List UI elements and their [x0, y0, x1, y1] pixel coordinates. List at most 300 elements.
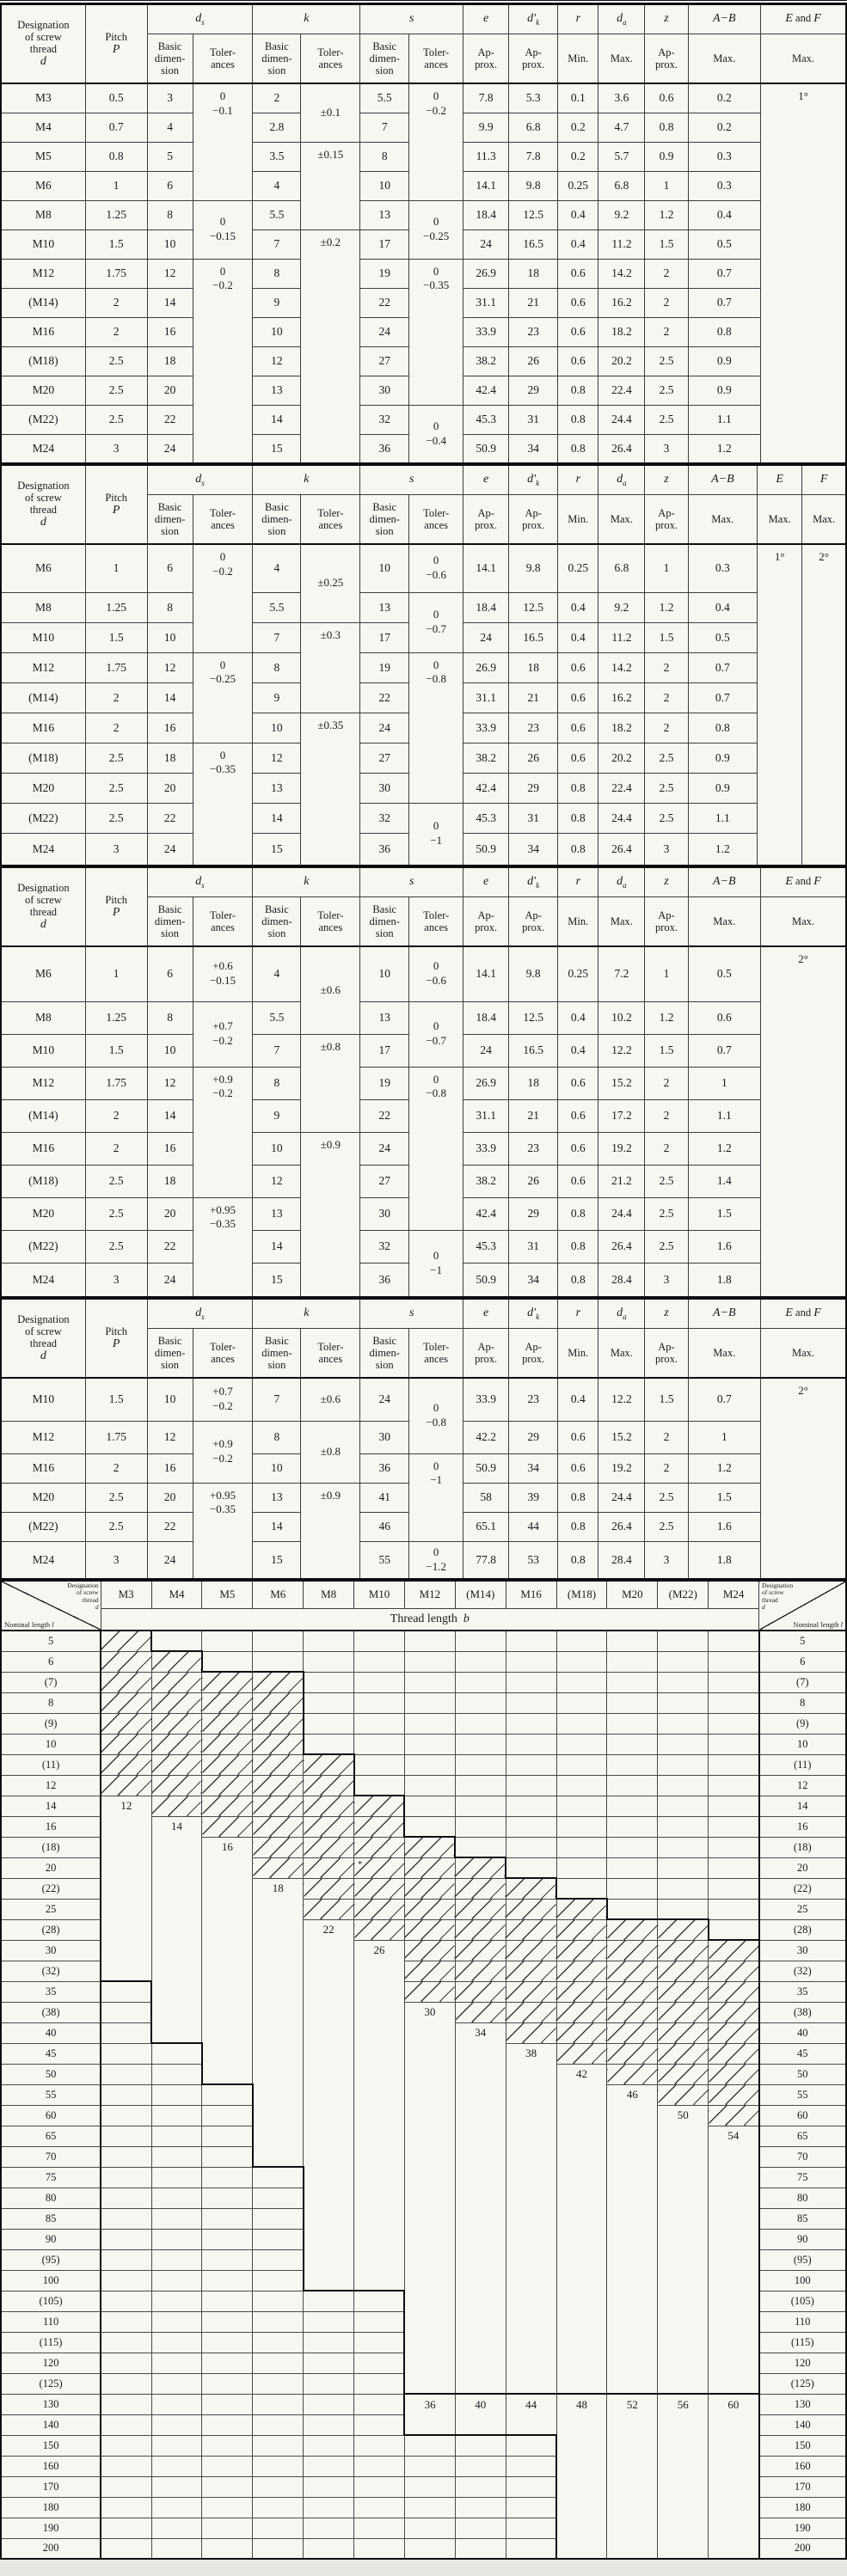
thread-length-cell — [607, 1899, 658, 1919]
value-cell: 1 — [645, 171, 688, 200]
basic-dimension-cell: 12 — [147, 652, 193, 682]
table-row — [1, 1067, 846, 1099]
value-cell: 0.6 — [558, 1067, 598, 1099]
thread-length-cell — [658, 2518, 709, 2538]
thread-length-b-value: 46 — [607, 2084, 658, 2105]
thread-length-cell — [202, 2002, 253, 2022]
thread-length-cell — [556, 1713, 607, 1734]
thread-length-cell — [304, 1857, 354, 1878]
thread-length-cell — [607, 1692, 658, 1713]
basic-dimension-cell: 27 — [360, 346, 409, 376]
thread-length-cell — [101, 2476, 151, 2497]
thread-length-cell — [253, 2311, 304, 2332]
thread-length-cell — [556, 2497, 607, 2518]
thread-length-cell — [658, 2229, 709, 2249]
chart-size-header: M4 — [151, 1581, 202, 1608]
thread-length-cell — [304, 2353, 354, 2373]
nominal-length-label: 6 — [1, 1651, 101, 1672]
nominal-length-label: 190 — [1, 2518, 101, 2538]
value-cell: 16.2 — [598, 288, 645, 317]
column-symbol-header: E — [758, 465, 802, 494]
thread-length-cell — [202, 2146, 253, 2167]
thread-length-cell — [354, 2002, 405, 2022]
bolt-dimension-table-4 — [0, 1298, 847, 1580]
basic-dimension-cell: 17 — [360, 229, 409, 259]
thread-size-cell: (M18) — [1, 1165, 85, 1197]
value-cell: 2.5 — [645, 1483, 688, 1512]
table-row — [1, 405, 846, 434]
thread-length-cell — [607, 2187, 658, 2208]
tolerance-cell: 2° — [761, 946, 846, 1297]
value-cell: 11.3 — [463, 142, 509, 171]
thread-length-cell — [506, 2229, 556, 2249]
value-cell: 15.2 — [598, 1421, 645, 1453]
column-symbol-header: r — [558, 4, 598, 34]
column-symbol-header: $d_s$ — [147, 867, 253, 896]
value-cell: 2.5 — [645, 743, 688, 773]
thread-length-cell — [506, 2084, 556, 2105]
value-cell: 1.1 — [688, 405, 761, 434]
bolt-dimension-table-2 — [0, 464, 847, 866]
thread-length-cell — [151, 2249, 202, 2270]
thread-length-cell — [253, 1816, 304, 1837]
value-cell: 0.8 — [558, 376, 598, 405]
thread-length-cell — [202, 1899, 253, 1919]
chart-size-header: M5 — [202, 1581, 253, 1608]
value-cell: 14.2 — [598, 652, 645, 682]
thread-length-cell — [658, 1775, 709, 1796]
pitch-value-cell: 1.5 — [85, 622, 147, 652]
basic-dimension-cell: 4 — [253, 171, 301, 200]
thread-length-cell — [658, 2064, 709, 2084]
thread-length-cell — [455, 1940, 506, 1961]
basic-dimension-cell: 22 — [360, 288, 409, 317]
value-cell: 26 — [509, 1165, 558, 1197]
column-symbol-header: F — [802, 465, 846, 494]
value-cell: 0.9 — [645, 142, 688, 171]
value-cell: 38.2 — [463, 346, 509, 376]
nominal-length-label: 75 — [759, 2167, 846, 2187]
basic-dimension-cell: 5.5 — [253, 592, 301, 622]
thread-length-cell — [556, 1734, 607, 1754]
thread-length-cell — [253, 1754, 304, 1775]
thread-length-cell — [658, 2414, 709, 2435]
thread-size-cell: M20 — [1, 1197, 85, 1230]
chart-row — [1, 2538, 846, 2559]
value-cell: 11.2 — [598, 622, 645, 652]
basic-dimension-cell: 22 — [360, 1099, 409, 1132]
thread-length-cell — [101, 1878, 151, 1899]
thread-size-cell: M16 — [1, 317, 85, 346]
thread-length-cell — [658, 2291, 709, 2311]
thread-length-cell — [253, 1672, 304, 1692]
value-cell: 18.4 — [463, 1001, 509, 1034]
value-cell: 1.6 — [688, 1230, 761, 1263]
nominal-length-label: 80 — [759, 2187, 846, 2208]
value-cell: 14.1 — [463, 171, 509, 200]
column-symbol-header: E and F — [761, 4, 846, 34]
thread-length-cell — [202, 1754, 253, 1775]
value-cell: 12.5 — [509, 200, 558, 229]
basic-dimension-cell: 5.5 — [253, 1001, 301, 1034]
thread-size-cell: M24 — [1, 833, 85, 866]
thread-length-cell — [556, 2126, 607, 2146]
thread-length-cell — [304, 2043, 354, 2064]
thread-length-cell — [709, 1651, 759, 1672]
chart-row — [1, 2394, 846, 2414]
thread-length-cell — [202, 1692, 253, 1713]
thread-length-cell — [202, 2187, 253, 2208]
nominal-length-label: (32) — [1, 1961, 101, 1981]
thread-length-cell — [101, 2518, 151, 2538]
basic-dimension-cell: 17 — [360, 622, 409, 652]
value-cell: 34 — [509, 434, 558, 463]
thread-length-cell — [253, 2414, 304, 2435]
pitch-value-cell: 0.5 — [85, 83, 147, 113]
column-subheader: Toler- ances — [193, 494, 253, 544]
basic-dimension-cell: 36 — [360, 434, 409, 463]
column-subheader: Basic dimen- sion — [360, 494, 409, 544]
value-cell: 58 — [463, 1483, 509, 1512]
value-cell: 24.4 — [598, 1483, 645, 1512]
chart-size-header: M24 — [709, 1581, 759, 1608]
chart-size-header: M8 — [304, 1581, 354, 1608]
pitch-value-cell: 2 — [85, 288, 147, 317]
thread-length-cell — [404, 2126, 455, 2146]
pitch-value-cell: 1.75 — [85, 652, 147, 682]
basic-dimension-cell: 30 — [360, 1421, 409, 1453]
thread-length-cell — [455, 1919, 506, 1940]
nominal-length-label: 110 — [1, 2311, 101, 2332]
thread-length-cell — [304, 2167, 354, 2187]
thread-length-cell — [404, 2414, 455, 2435]
thread-length-cell — [304, 2394, 354, 2414]
value-cell: 29 — [509, 1197, 558, 1230]
basic-dimension-cell: 10 — [147, 1034, 193, 1067]
thread-length-cell — [607, 1878, 658, 1899]
thread-length-cell — [151, 2291, 202, 2311]
thread-length-cell — [709, 1878, 759, 1899]
thread-length-cell — [455, 1672, 506, 1692]
thread-length-chart — [0, 1580, 847, 2560]
thread-length-cell — [404, 2476, 455, 2497]
column-symbol-header: s — [360, 867, 463, 896]
thread-length-cell — [455, 1857, 506, 1878]
value-cell: 1.2 — [645, 1001, 688, 1034]
basic-dimension-cell: 12 — [147, 1067, 193, 1099]
tolerance-cell: ±0.2 — [301, 229, 360, 463]
thread-length-cell — [101, 1899, 151, 1919]
thread-length-cell — [202, 1878, 253, 1899]
thread-size-cell: M12 — [1, 652, 85, 682]
thread-length-cell — [202, 2394, 253, 2414]
thread-length-cell — [607, 2229, 658, 2249]
value-cell: 4.7 — [598, 113, 645, 142]
thread-length-cell — [607, 1940, 658, 1961]
pitch-value-cell: 2 — [85, 682, 147, 713]
column-symbol-header: e — [463, 867, 509, 896]
tolerance-cell: 0 −0.6 — [409, 946, 463, 1001]
pitch-value-cell: 2.5 — [85, 346, 147, 376]
basic-dimension-cell: 10 — [253, 1132, 301, 1165]
pitch-value-cell: 1 — [85, 544, 147, 592]
basic-dimension-cell: 22 — [147, 405, 193, 434]
designation-header: Designation of screw thread d — [1, 1299, 85, 1378]
nominal-length-label: 30 — [1, 1940, 101, 1961]
thread-length-cell — [253, 1713, 304, 1734]
tolerance-cell: 2° — [761, 1378, 846, 1579]
value-cell: 18 — [509, 652, 558, 682]
chart-row — [1, 1734, 846, 1754]
thread-length-cell — [506, 2022, 556, 2043]
column-subheader: Ap- prox. — [645, 896, 688, 946]
value-cell: 2.5 — [645, 346, 688, 376]
thread-length-cell — [202, 2353, 253, 2373]
thread-length-cell — [709, 2208, 759, 2229]
thread-length-cell — [354, 1837, 405, 1857]
table-row — [1, 592, 846, 622]
nominal-length-label: 160 — [1, 2456, 101, 2476]
thread-length-cell — [202, 2249, 253, 2270]
thread-length-cell — [455, 2332, 506, 2353]
thread-length-cell — [607, 2414, 658, 2435]
thread-length-cell — [202, 2414, 253, 2435]
tolerance-cell: 0 −0.35 — [193, 743, 253, 866]
thread-length-cell — [304, 1692, 354, 1713]
thread-length-cell — [404, 2435, 455, 2456]
column-symbol-header: $d_s$ — [147, 465, 253, 494]
basic-dimension-cell: 16 — [147, 1453, 193, 1483]
column-subheader: Max. — [688, 896, 761, 946]
thread-length-cell — [455, 2229, 506, 2249]
thread-length-cell — [709, 2167, 759, 2187]
thread-length-cell — [709, 2414, 759, 2435]
value-cell: 0.6 — [558, 682, 598, 713]
thread-length-cell — [354, 2208, 405, 2229]
pitch-value-cell: 1.25 — [85, 1001, 147, 1034]
thread-length-cell — [404, 2208, 455, 2229]
column-symbol-header: z — [645, 4, 688, 34]
value-cell: 20.2 — [598, 743, 645, 773]
thread-length-cell — [658, 2538, 709, 2559]
thread-length-cell — [607, 2146, 658, 2167]
column-subheader: Basic dimen- sion — [360, 1328, 409, 1378]
column-subheader: Toler- ances — [301, 1328, 360, 1378]
thread-length-cell — [607, 2332, 658, 2353]
thread-length-cell — [607, 1754, 658, 1775]
value-cell: 22.4 — [598, 773, 645, 803]
thread-length-cell — [506, 1651, 556, 1672]
value-cell: 18.2 — [598, 713, 645, 743]
value-cell: 26.4 — [598, 1512, 645, 1541]
value-cell: 16.5 — [509, 229, 558, 259]
value-cell: 38.2 — [463, 743, 509, 773]
nominal-length-label: 130 — [1, 2394, 101, 2414]
value-cell: 0.8 — [558, 405, 598, 434]
thread-length-cell — [151, 1961, 202, 1981]
thread-length-cell — [556, 1899, 607, 1919]
thread-length-cell — [556, 1796, 607, 1816]
table-row — [1, 1541, 846, 1579]
value-cell: 0.6 — [558, 346, 598, 376]
thread-length-cell — [556, 2311, 607, 2332]
thread-length-cell — [709, 2043, 759, 2064]
thread-length-cell — [202, 2126, 253, 2146]
thread-length-cell — [202, 1734, 253, 1754]
column-subheader: Ap- prox. — [463, 34, 509, 83]
column-subheader: Toler- ances — [409, 1328, 463, 1378]
thread-length-cell — [607, 2002, 658, 2022]
thread-length-cell — [253, 1775, 304, 1796]
nominal-length-label: 50 — [1, 2064, 101, 2084]
chart-row — [1, 2332, 846, 2353]
basic-dimension-cell: 14 — [253, 803, 301, 833]
column-symbol-header: $d'_k$ — [509, 1299, 558, 1328]
thread-length-cell — [506, 2187, 556, 2208]
thread-length-cell — [709, 2146, 759, 2167]
basic-dimension-cell: 10 — [253, 317, 301, 346]
column-symbol-header: k — [253, 465, 360, 494]
thread-length-cell — [658, 1857, 709, 1878]
thread-length-cell — [304, 2518, 354, 2538]
thread-length-cell — [304, 1796, 354, 1816]
nominal-length-label: 20 — [1, 1857, 101, 1878]
thread-length-cell — [404, 2043, 455, 2064]
thread-length-b-value: 52 — [607, 2394, 658, 2414]
nominal-length-label: (11) — [1, 1754, 101, 1775]
value-cell: 45.3 — [463, 1230, 509, 1263]
value-cell: 0.6 — [558, 743, 598, 773]
value-cell: 0.6 — [558, 713, 598, 743]
thread-length-cell — [404, 2373, 455, 2394]
basic-dimension-cell: 24 — [147, 1541, 193, 1579]
value-cell: 2 — [645, 682, 688, 713]
basic-dimension-cell: 32 — [360, 1230, 409, 1263]
tolerance-cell: +0.95 −0.35 — [193, 1197, 253, 1297]
basic-dimension-cell: 5.5 — [253, 200, 301, 229]
thread-length-cell — [404, 1651, 455, 1672]
thread-length-cell — [253, 2167, 304, 2187]
tolerance-cell: 0 −0.25 — [193, 652, 253, 743]
thread-length-cell — [304, 2414, 354, 2435]
column-symbol-header: s — [360, 1299, 463, 1328]
chart-row — [1, 2022, 846, 2043]
pitch-value-cell: 2.5 — [85, 803, 147, 833]
thread-length-cell — [607, 1651, 658, 1672]
value-cell: 0.6 — [558, 652, 598, 682]
thread-length-cell — [404, 1899, 455, 1919]
basic-dimension-cell: 19 — [360, 259, 409, 288]
thread-length-cell — [455, 1899, 506, 1919]
thread-length-cell — [354, 1672, 405, 1692]
table-row — [1, 946, 846, 1001]
thread-length-cell — [354, 2456, 405, 2476]
nominal-length-label: 16 — [759, 1816, 846, 1837]
basic-dimension-cell: 18 — [147, 346, 193, 376]
thread-length-cell — [607, 2249, 658, 2270]
thread-length-cell — [253, 1919, 304, 1940]
chart-row — [1, 2002, 846, 2022]
thread-length-cell — [253, 2064, 304, 2084]
thread-length-cell — [101, 1857, 151, 1878]
basic-dimension-cell: 55 — [360, 1541, 409, 1579]
thread-length-cell — [354, 2373, 405, 2394]
basic-dimension-cell: 6 — [147, 544, 193, 592]
basic-dimension-cell: 4 — [253, 946, 301, 1001]
basic-dimension-cell: 19 — [360, 1067, 409, 1099]
pitch-value-cell: 2.5 — [85, 1483, 147, 1512]
column-subheader: Basic dimen- sion — [253, 494, 301, 544]
thread-size-cell: M24 — [1, 1263, 85, 1297]
thread-length-cell — [607, 1857, 658, 1878]
column-symbol-header: s — [360, 4, 463, 34]
thread-size-cell: M12 — [1, 259, 85, 288]
value-cell: 3 — [645, 434, 688, 463]
thread-length-cell — [101, 2394, 151, 2414]
thread-length-cell — [202, 2518, 253, 2538]
thread-length-cell — [556, 1981, 607, 2002]
thread-length-cell — [253, 2476, 304, 2497]
value-cell: 1.2 — [645, 592, 688, 622]
nominal-length-label: 8 — [1, 1692, 101, 1713]
thread-length-cell — [253, 2373, 304, 2394]
thread-length-cell — [151, 2270, 202, 2291]
thread-length-cell — [151, 2146, 202, 2167]
thread-length-cell — [556, 2476, 607, 2497]
value-cell: 77.8 — [463, 1541, 509, 1579]
thread-length-cell — [658, 1672, 709, 1692]
thread-length-cell — [506, 2002, 556, 2022]
thread-length-cell — [455, 2105, 506, 2126]
thread-length-cell — [658, 1754, 709, 1775]
column-subheader: Toler- ances — [409, 896, 463, 946]
thread-length-cell — [202, 1651, 253, 1672]
thread-length-cell — [658, 2476, 709, 2497]
thread-length-cell — [202, 2332, 253, 2353]
nominal-length-label: (105) — [1, 2291, 101, 2311]
thread-length-cell — [354, 2043, 405, 2064]
nominal-length-label: 85 — [1, 2208, 101, 2229]
thread-length-cell — [151, 2167, 202, 2187]
value-cell: 1.5 — [688, 1197, 761, 1230]
chart-row — [1, 1754, 846, 1775]
chart-row — [1, 2291, 846, 2311]
nominal-length-label: 100 — [1, 2270, 101, 2291]
thread-length-cell — [506, 2476, 556, 2497]
table-row — [1, 1230, 846, 1263]
pitch-value-cell: 2.5 — [85, 1197, 147, 1230]
column-subheader: Basic dimen- sion — [147, 34, 193, 83]
nominal-length-label: (38) — [1, 2002, 101, 2022]
value-cell: 0.6 — [558, 1099, 598, 1132]
value-cell: 12.2 — [598, 1378, 645, 1421]
thread-length-cell — [455, 2291, 506, 2311]
basic-dimension-cell: 13 — [360, 200, 409, 229]
thread-length-cell — [354, 1754, 405, 1775]
value-cell: 2.5 — [645, 1230, 688, 1263]
table-row — [1, 1378, 846, 1421]
chart-row — [1, 1837, 846, 1857]
chart-row — [1, 2146, 846, 2167]
column-subheader: Basic dimen- sion — [360, 896, 409, 946]
column-subheader: Ap- prox. — [645, 494, 688, 544]
chart-row — [1, 2064, 846, 2084]
thread-length-cell — [607, 2105, 658, 2126]
value-cell: 0.3 — [688, 544, 758, 592]
nominal-length-label: (18) — [1, 1837, 101, 1857]
thread-length-cell — [404, 1837, 455, 1857]
thread-length-cell — [658, 1692, 709, 1713]
